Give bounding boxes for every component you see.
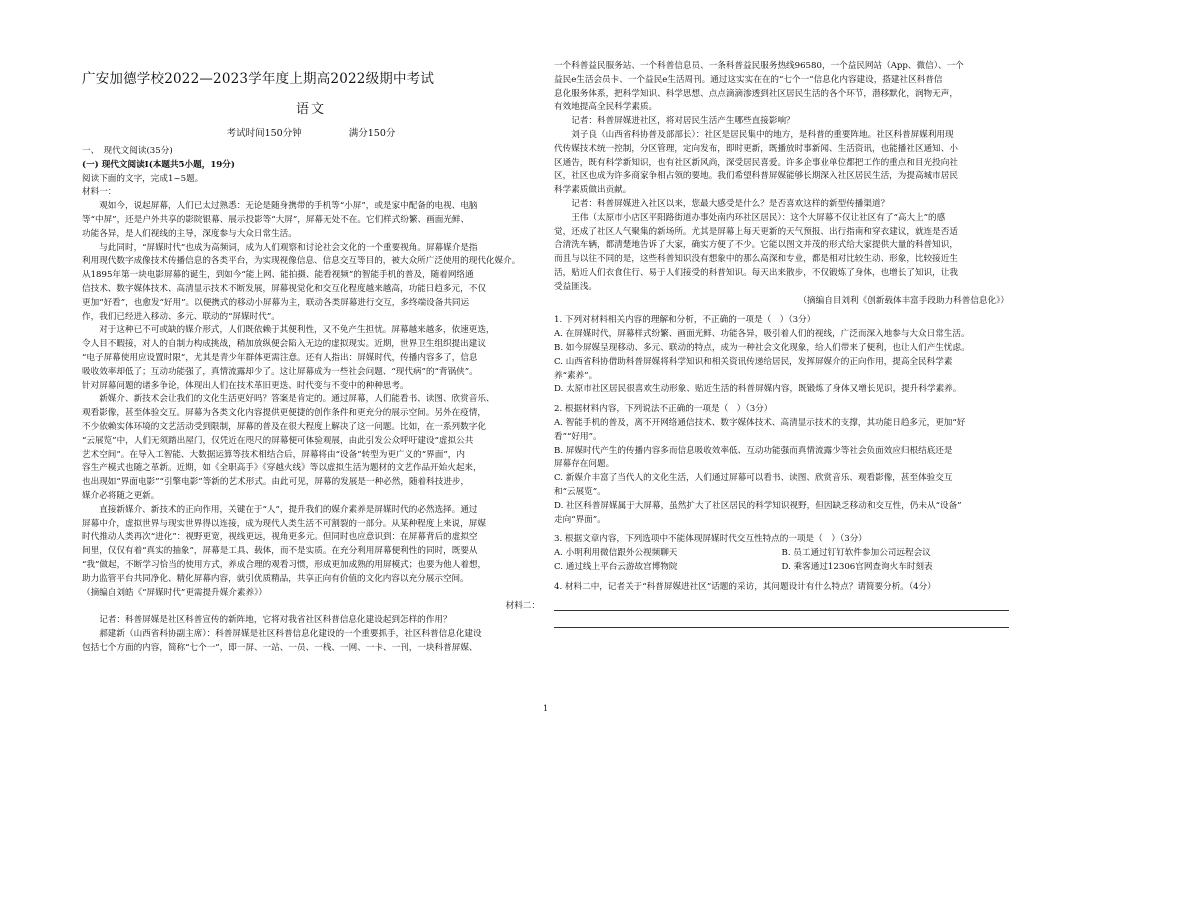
left-text-body bbox=[82, 145, 540, 655]
left_column-line: “我”做起，不断学习恰当的使用方式，养成合理的观看习惯，形成更加成熟的用屏模式；也要为他人着想， bbox=[82, 559, 487, 570]
left_column-line: （摘编自刘皓《“屏媒时代”更需提升媒介素养》） bbox=[82, 587, 267, 598]
right_column-line: 益民e生活会员卡、一个益民e生活周刊。通过这实实在在的“七个一”信息化内容建设，搭建社区科普信 bbox=[554, 74, 943, 85]
q3-option: B. 员工通过钉钉软件参加公司远程会议 bbox=[781, 548, 931, 559]
left_column-line: 间里，仅仅有着“真实的抽象”，屏幕是工具、载体，而不是实质。在充分利用屏幕便利性的同时，既要从 bbox=[82, 546, 478, 557]
right_column-line: 科学素质做出贡献。 bbox=[554, 185, 632, 196]
right-column bbox=[554, 60, 1009, 632]
page-number: 1 bbox=[543, 704, 549, 713]
right-text-body bbox=[554, 60, 1009, 628]
right_column-line: 活，贴近人们衣食住行、易于人们接受的科普知识。每天出来散步，不仅锻炼了身体，也增长了知识，让我 bbox=[554, 267, 958, 278]
right_column-line: 觉，还成了社区人气聚集的新场所。尤其是屏幕上每天更新的天气预报、出行指南和穿衣建议，就连是否适 bbox=[554, 226, 958, 237]
left_column-line: 观如今，说起屏幕，人们已太过熟悉：无论是随身携带的手机等“小屏”，或是家中配备的电视、电脑 bbox=[82, 201, 478, 212]
right_column-line: 1. 下列对材料相关内容的理解和分析，不正确的一项是（ ）（3分） bbox=[554, 315, 816, 326]
left_column-line: 助力监管平台共同净化、精化屏幕内容，就引优质精品，共享正向有价值的文化内容以充分展示空间。 bbox=[82, 573, 469, 584]
right_column-line: C. 山西省科协借助科普屏媒将科学知识和相关资讯传递给居民，发挥屏媒介的正向作用，提高全民科学素 bbox=[554, 356, 953, 367]
left_column-line: 媒介必将随之更新。 bbox=[82, 490, 160, 501]
left_column-line: 等“中屏”，还是户外共享的影院银幕、展示投影等“大屏”，屏幕无处不在。它们样式纷繁、画面光鲜、 bbox=[82, 214, 470, 225]
right_column-line: 代传媒技术统一控制，分区管理，定向发布，即时更新，既播放时事新闻、生活资讯，也能播社区通知、小 bbox=[554, 143, 958, 154]
right_column-line: 一个科普益民服务站、一个科普信息员、一条科普益民服务热线96580，一个益民网站（App、微信）、一个 bbox=[554, 61, 964, 71]
left_column-line: 功能各异，是人们视线的主导，深度参与大众日常生活。 bbox=[82, 228, 297, 239]
left_column-line: 直接新媒介、新技术的正向作用，关键在于“人”，提升我们的媒介素养是屏媒时代的必然选择。通过 bbox=[82, 504, 478, 515]
right_column-line: 王伟（太原市小店区平阳路街道办事处南内环社区居民）：这个大屏幕不仅让社区有了“高大上”的感 bbox=[554, 212, 946, 223]
left_column-line: 屏幕中介，虚拟世界与现实世界得以连接，成为现代人类生活不可割裂的一部分。从某种程度上来说，屏媒 bbox=[82, 518, 486, 529]
left_column-line: 从1895年第一块电影屏幕的诞生，到如今“能上网、能拍摄、能看视频”的智能手机的普及，随着网络通 bbox=[82, 270, 474, 281]
exam-title: 广安加德学校2022—2023学年度上期高2022级期中考试 bbox=[82, 71, 435, 87]
right_column-line: 3. 根据文章内容，下列选项中不能体现屏媒时代交互性特点的一项是（ ）（3分） bbox=[554, 534, 867, 545]
left_column-line: 与此同时，“屏媒时代”也成为高频词，成为人们观察和讨论社会文化的一个重要视角。屏幕媒介是指 bbox=[82, 242, 478, 253]
right_column-line: 受益匪浅。 bbox=[554, 281, 597, 292]
left_column-line: 一、 现代文阅读(35分) bbox=[82, 146, 173, 156]
left_column-line: (一) 现代文阅读Ⅰ(本题共5小题，19分) bbox=[82, 159, 235, 170]
right_column-line: 2. 根据材料内容，下列说法不正确的一项是（ ）（3分） bbox=[554, 404, 773, 415]
left_column-line: 更加“好看”，也愈发“好用”。以便携式的移动小屏幕为主，联动各类屏幕进行交互，多终端设备共同运 bbox=[82, 297, 470, 308]
right_column-line: 息化服务体系，把科学知识、科学思想、点点滴滴渗透到社区居民生活的各个环节，潜移默化，润物无声， bbox=[554, 88, 958, 99]
left_column-line: 容生产模式也随之革新。近期，如《全职高手》《穿越火线》等以虚拟生活为题材的文艺作品开始火起来， bbox=[82, 463, 482, 474]
answer-line[interactable] bbox=[554, 598, 1009, 611]
exam-meta bbox=[82, 125, 540, 139]
left_column-line: 观看影像，甚至体验交互。屏幕为各类文化内容提供更便捷的创作条件和更充分的展示空间。另外在疫情， bbox=[82, 408, 486, 419]
left_column-line: 信技术、数字媒体技术、高清显示技术不断发展，屏幕视觉化和交互化程度越来越高，功能日趋多元，不仅 bbox=[82, 283, 486, 294]
right_column-line: 而且与以往不同的是，这些科普知识没有想象中的那么高深和专业，都是相对比较生动、形象，比较接近生 bbox=[554, 254, 958, 265]
left_column-line: 不少依赖实体环境的文艺活动受到限制，屏幕的普及在很大程度上解决了这一问题。比如，在一系列数字化 bbox=[82, 421, 486, 432]
right_column-line: B. 屏媒时代产生的传播内容多而信息吸收效率低、互动功能强而真情流露少等社会负面效应归根结底还是 bbox=[554, 445, 953, 456]
left_column-line: 材料二： bbox=[505, 601, 540, 612]
q3-options-row bbox=[554, 561, 1009, 575]
left_column-line: 艺术空间”。在导入工智能、大数据运算等技术相结合后，屏幕将由“设备”转型为更广义的“界面”，内 bbox=[82, 449, 465, 460]
exam-score: 满分150分 bbox=[348, 128, 396, 139]
right_column-line: A. 在屏媒时代，屏幕样式纷繁、画面光鲜、功能各异，吸引着人们的视线，广泛而深入地参与大众日常生活。 bbox=[554, 329, 970, 340]
right_column-line: 区，社区也成为许多商家争相占领的要地。我们希望科普屏媒能够长期深入社区居民生活，为提高城市居民 bbox=[554, 171, 958, 182]
left_column-line: 记者：科普屏媒是社区科普宣传的新阵地，它将对我省社区科普信息化建设起到怎样的作用？ bbox=[82, 615, 452, 626]
left_column-line: “电子屏幕使用应设置时限”，尤其是青少年群体更需注意。还有人指出：屏媒时代，传播内容多了，信息 bbox=[82, 352, 478, 363]
left_column-line: 令人目不暇接，对人的自制力构成挑战，稍加放纵便会陷入无边的虚拟现实。近期，世界卫生组织提出建议 bbox=[82, 339, 486, 350]
right_column-line: 合清洗车辆，都清楚地告诉了大家，确实方便了不少。它能以图文并茂的形式给大家提供大量的科普知识， bbox=[554, 240, 958, 251]
left_column-line: 针对屏幕问题的诸多争论，体现出人们在技术革旧更迭、时代变与不变中的种种思考。 bbox=[82, 380, 409, 391]
left_column-line: 阅读下面的文字，完成1~5题。 bbox=[82, 173, 204, 184]
right_column-line: 记者：科普屏媒进社区，将对居民生活产生哪些直接影响？ bbox=[554, 116, 795, 127]
right_column-line: D. 太原市社区居民很喜欢生动形象、贴近生活的科普屏媒内容，既锻炼了身体又增长见识，提升科学素养。 bbox=[554, 384, 962, 395]
right_column-line: 记者：科普屏媒进入社区以来，您最大感受是什么？是否喜欢这样的新型传播渠道？ bbox=[554, 198, 890, 209]
right_column-line: 4. 材料二中，记者关于“科普屏媒进社区”话题的采访，其问题设计有什么特点？请简要分析。（4分） bbox=[554, 581, 936, 592]
right_column-line: 和“云展览”。 bbox=[554, 486, 606, 497]
left_column-line: 新媒介、新技术会让我们的文化生活更好吗？答案是肯定的。通过屏幕，人们能看书、读图、欣赏音乐、 bbox=[82, 394, 495, 405]
left_column-line: 作，我们已经进入移动、多元、联动的“屏媒时代”。 bbox=[82, 311, 280, 322]
left_column-line: 对于这种已不可或缺的媒介形式，人们既依赖于其便利性，又不免产生担忧。屏幕越来越多，依速更迭， bbox=[82, 325, 495, 336]
right_column-line: 屏幕存在问题。 bbox=[554, 459, 615, 470]
right_column-line: C. 新媒介丰富了当代人的文化生活，人们通过屏幕可以看书、读图、欣赏音乐、观看影像，甚至体验交互 bbox=[554, 473, 953, 484]
right_column-line: 区通告，既有科学新知识，也有社区新风尚，深受居民喜爱。许多企事业单位都把工作的重点和目光投向社 bbox=[554, 157, 958, 168]
left-column bbox=[82, 60, 540, 655]
q3-option: D. 乘客通过12306官网查询火车时刻表 bbox=[781, 561, 933, 572]
right_column-line: （摘编自目刘利《创新载体丰富手段助力科普信息化》） bbox=[798, 295, 1009, 306]
right_column-line: 养“素养”。 bbox=[554, 370, 598, 381]
left_column-line: 郝建新（山西省科协副主席）：科普屏媒是社区科普信息化建设的一个重要抓手，社区科普信息化建设 bbox=[82, 628, 482, 639]
right_column-line: D. 社区科普屏媒属于大屏幕，虽然扩大了社区居民的科学知识视野，但因缺乏移动和交互性，仍未从“设备” bbox=[554, 500, 962, 511]
right_column-line: A. 智能手机的普及，离不开网络通信技术、数字媒体技术、高清显示技术的支撑，其功能日趋多元，更加“好 bbox=[554, 417, 966, 428]
q3-option: A. 小明利用微信跟外公视频聊天 bbox=[554, 548, 678, 559]
left_column-line: 也出现如“界面电影”“引擎电影”等新的艺术形式。由此可见，屏幕的发展是一种必然，随着科技进步， bbox=[82, 477, 470, 488]
right_column-line: 走向“界面”。 bbox=[554, 514, 606, 525]
right_column-line: B. 如今屏媒呈现移动、多元、联动的特点，成为一种社会文化现象，给人们带来了便利，也让人们产生忧虑。 bbox=[554, 342, 970, 353]
left_column-line: 吸收效率却低了；互动功能强了，真情流露却少了。这让屏幕成为一些社会问题、“现代病”的“背锅侠”。 bbox=[82, 366, 478, 377]
q3-options-row bbox=[554, 547, 1009, 561]
left_column-line: “云展览”中，人们无须踏出屋门，仅凭近在咫尺的屏幕便可体验观展，由此引发公众呼吁建设“虚拟公共 bbox=[82, 435, 474, 446]
exam-time: 考试时间150分钟 bbox=[226, 128, 302, 139]
q3-option: C. 通过线上平台云游故宫博物院 bbox=[554, 561, 678, 572]
left_column-line: 包括七个方面的内容，简称“七个一”，即一屏、一站、一员、一栈、一网、一卡、一刊，一块科普屏媒、 bbox=[82, 642, 478, 653]
subject-title: 语文 bbox=[295, 102, 326, 117]
left_column-line: 时代推动人类再次“进化”：视野更宽，视线更远，视角更多元。但同时也应意识到：在屏幕背后的虚拟空 bbox=[82, 532, 478, 543]
left_column-line: 利用现代数字成像技术传播信息的各类平台，为实现视像信息、信息交互等目的，被大众所广泛使用的现代化媒介。 bbox=[82, 256, 521, 267]
left_column-line: 材料一： bbox=[82, 187, 117, 198]
right_column-line: 看”“好用”。 bbox=[554, 431, 602, 442]
answer-line[interactable] bbox=[554, 615, 1009, 628]
right_column-line: 有效地提高全民科学素质。 bbox=[554, 102, 658, 113]
right_column-line: 刘子良（山西省科协普及部部长）：社区是居民集中的地方，是科普的重要阵地。社区科普屏媒利用现 bbox=[554, 129, 954, 140]
